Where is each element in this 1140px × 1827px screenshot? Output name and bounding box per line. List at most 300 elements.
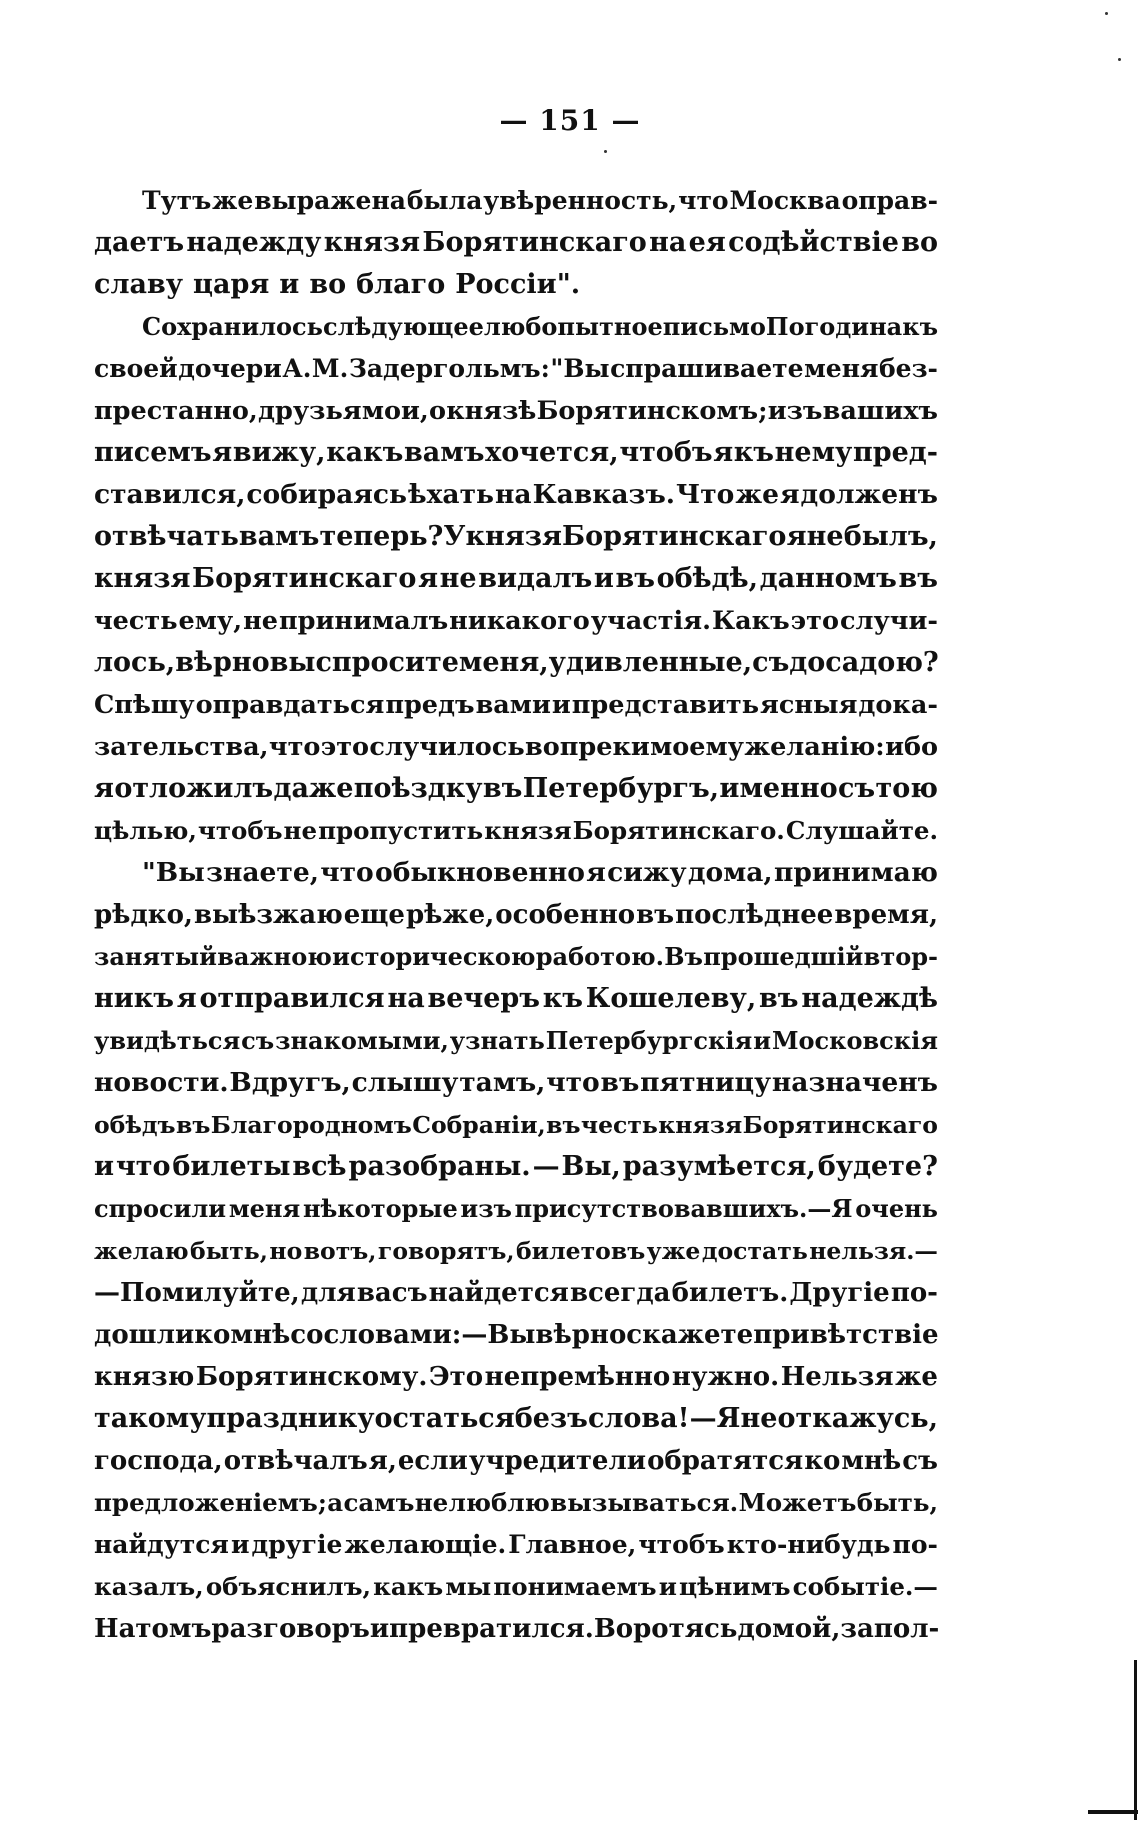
word: рѣдко, [94,900,193,930]
word: съ [837,773,876,804]
word: предъ [385,690,475,720]
word: новости. [94,1067,229,1098]
word: такому [94,1403,207,1434]
word: на [494,479,532,510]
word: тамъ, [459,1067,546,1098]
body-text [94,180,938,1650]
word: и [94,1151,115,1182]
word: желаю [94,1237,189,1265]
word: чтобъ [197,816,283,845]
word: представить [571,690,760,720]
word: Это [428,1362,484,1392]
word: князя [658,1111,743,1139]
word: разговоръ [211,1614,370,1644]
word: обѣдъ [94,1111,176,1139]
word: оправдаться [195,690,385,720]
word: дошли [94,1320,195,1350]
word: спросите [315,647,459,678]
word: вотъ, [303,1237,377,1265]
word: ему, [178,606,243,636]
word: Благородномъ [210,1111,412,1139]
text-line [94,1020,938,1062]
word: изъ [460,1194,512,1223]
word: поѣздку [353,773,483,804]
text-line [94,1608,938,1650]
word: на [387,983,425,1014]
text-line [94,1398,938,1440]
word: историческою [332,942,536,971]
word: я [779,479,800,510]
text-line [94,558,938,600]
word: никакого [449,606,590,636]
word: какъ [373,1572,444,1601]
word: говорятъ, [377,1237,515,1265]
word: домой, [737,1614,841,1644]
word: без- [878,354,938,383]
word: я [212,437,233,468]
word: учредители [468,1446,647,1476]
word: Борятинскаго [422,227,647,258]
word: казалъ, [94,1572,204,1601]
text-line [94,222,938,264]
word: празднику [206,1403,375,1434]
word: разумѣется, [622,1151,816,1182]
word: желающіе. [344,1530,507,1559]
word: превратился. [389,1614,594,1644]
word: работою. [535,942,664,971]
word: На [94,1614,136,1644]
word: нужно. [671,1362,780,1392]
word: увидѣться [94,1026,241,1055]
word: дочери [178,354,282,383]
text-line [94,390,938,432]
word: время, [834,900,938,930]
word: въ [175,1111,211,1139]
word: вы [269,647,316,678]
word: словами:—Вы [323,1320,536,1350]
word: всегда [569,1278,671,1308]
word: отправился [199,983,385,1014]
text-line [94,726,938,768]
word: Главное, [508,1530,637,1559]
word: для [300,1278,356,1308]
word: слышу [351,1067,459,1098]
word: къ [542,983,583,1014]
word: спрашиваете [610,354,804,383]
word: господа, [94,1446,223,1476]
word: зательства, [94,732,269,762]
word: кто-нибудь [726,1530,891,1559]
word: привѣтствіе [753,1320,939,1350]
word: и [753,1026,771,1055]
word: князю [94,1362,195,1392]
word: цѣлью, [94,816,197,845]
word: я [786,521,807,552]
word: У [443,521,466,552]
page-edge-rule [1134,1660,1137,1820]
word: князя [465,521,562,552]
page-corner-rule [1088,1810,1138,1814]
word: былъ, [843,521,938,552]
word: какъ [326,437,404,468]
word: Россіи". [455,269,581,300]
word: о [428,396,446,426]
word: я [586,857,606,888]
word: во [309,269,347,300]
word: въ [898,563,938,594]
word: Москва [729,186,841,215]
word: Сохранилось [142,312,323,341]
word: обыкновенно [375,857,585,888]
word: слова! [587,1403,690,1434]
text-line [94,978,938,1020]
word: предложеніемъ; [94,1488,327,1517]
word: Борятинскаго [742,1111,938,1139]
word: отвѣчать [94,521,239,552]
word: съ [241,1026,275,1055]
word: достать [701,1237,808,1265]
word: отвѣчалъ [223,1446,368,1476]
word: быть, [190,1237,268,1265]
word: желанію: [744,732,885,762]
word: пол- [873,1614,940,1644]
word: Борятинскаго. [572,816,785,845]
word: я [176,983,197,1014]
word: вижу, [232,437,326,468]
word: оправ- [841,186,938,215]
word: ко [194,1320,231,1350]
text-line [94,1314,938,1356]
word: прошедшій [703,942,864,971]
word: узнать [449,1026,545,1055]
text-line [94,1482,938,1524]
word: по- [892,1530,938,1559]
word: дома, [687,857,773,888]
word: пропустить [318,816,484,845]
word: А. [282,354,312,383]
word: Собраніи, [412,1111,546,1139]
word: присутствовавшихъ.—Я [514,1194,853,1223]
word: Спѣшу [94,690,195,720]
word: въ [482,773,523,804]
text-line [94,1566,938,1608]
word: Нельзя [780,1362,894,1392]
word: же [895,1362,938,1392]
word: самъ [343,1488,415,1517]
word: Петербургскія [545,1026,753,1055]
word: "Вы [142,857,205,888]
word: вамъ [238,521,320,552]
word: Борятинскаго [192,563,417,594]
word: Тутъ [142,186,212,215]
word: князя [484,816,572,845]
word: съ [902,1446,938,1476]
word: не [806,521,844,552]
word: очень [855,1194,938,1223]
word: меня [804,354,879,383]
word: найдутся [94,1530,229,1559]
text-line [94,516,938,558]
word: Что [676,479,735,510]
word: обратятся [647,1446,804,1476]
word: участія. [590,606,711,636]
word: никъ [94,983,174,1014]
word: откажусь, [777,1403,938,1434]
word: обѣдѣ, [656,563,759,594]
word: Погодина [765,312,903,341]
word: дока- [858,690,938,720]
word: сижу [607,857,687,888]
word: Можетъ [738,1488,857,1517]
word: даже [273,773,354,804]
word: еще [343,900,405,930]
text-line [94,894,938,936]
word: даетъ [94,227,185,258]
word: уже [646,1237,701,1265]
word: непремѣнно [484,1362,671,1392]
word: но [269,1237,303,1265]
word: я [418,563,439,594]
word: быть, [856,1488,938,1517]
word: — [532,1151,560,1182]
word: ея [688,227,726,258]
word: надежду [186,227,322,258]
word: васъ [356,1278,428,1308]
word: же [212,186,254,215]
word: не [414,1488,449,1517]
word: Въ [664,942,703,971]
word: М. [311,354,349,383]
word: престанно, [94,396,258,426]
word: хочется, [485,437,619,468]
word: долженъ [800,479,938,510]
word: ставился, [94,479,246,510]
word: билеты [172,1151,291,1182]
word: слѣдующее [322,312,484,341]
word: на [649,227,687,258]
word: Борятинскомъ; [536,396,768,426]
word: я, [368,1446,397,1476]
word: знакомыми, [275,1026,449,1055]
word: ѣхать [407,479,494,510]
word: ясныя [760,690,858,720]
word: не [439,563,477,594]
text-line [94,432,938,474]
word: Воротясь [593,1614,738,1644]
word: вызываться. [550,1488,739,1517]
word: Борятинскаго [562,521,787,552]
word: принималъ [278,606,449,636]
word: а [327,1488,344,1517]
word: назначенъ [771,1067,938,1098]
scan-speck [604,150,607,153]
page-number: — 151 — [499,104,641,137]
word: видалъ [478,563,593,594]
word: "Вы [550,354,610,383]
word: князѣ [446,396,537,426]
word: по- [890,1278,938,1308]
word: рѣже, [405,900,495,930]
text-line [94,1062,938,1104]
word: писемъ [94,437,212,468]
word: принимаю [773,857,938,888]
word: скажете [626,1320,754,1350]
text-line [94,348,938,390]
text-line [94,1272,938,1314]
word: другіе [251,1530,343,1559]
word: любопытное [483,312,663,341]
text-line [94,852,938,894]
word: Какъ [711,606,790,636]
word: славу [94,269,184,300]
word: вѣрно [535,1320,627,1350]
word: благо [356,269,446,300]
word: ибо [885,732,938,762]
text-line [94,180,938,222]
word: нему [774,437,853,468]
word: къ [733,437,774,468]
word: своей [94,354,178,383]
text-line [94,768,938,810]
text-line [94,810,938,852]
word: цѣнимъ [679,1572,791,1601]
text-line [94,642,938,684]
word: томъ [135,1614,212,1644]
word: я [94,773,114,804]
word: вамъ [404,437,485,468]
word: безъ [514,1403,588,1434]
word: была [406,186,483,215]
word: Слушайте. [785,816,938,845]
word: царя [193,269,270,300]
word: пятницу [640,1067,772,1098]
word: мы [445,1572,492,1601]
word: Вы, [561,1151,621,1182]
word: въ [636,900,675,930]
word: Я [716,1403,741,1434]
word: мнѣ [841,1446,902,1476]
word: теперь? [319,521,444,552]
word: друзья [258,396,362,426]
word: случи- [839,606,938,636]
word: въ [759,983,799,1014]
word: меня, [458,647,549,678]
word: во [901,227,938,258]
text-line [94,1356,938,1398]
word: чтобъ [638,1530,725,1559]
text-line [94,1524,938,1566]
word: билетовъ [516,1237,646,1265]
word: — [689,1403,717,1434]
word: что [268,732,321,762]
word: будете? [817,1151,938,1182]
word: тою [875,773,938,804]
word: именно [719,773,838,804]
word: увѣренность, [483,186,678,215]
word: Другіе [789,1278,890,1308]
word: моему [650,732,744,762]
word: остаться [374,1403,515,1434]
text-line [94,684,938,726]
word: выѣзжаю [193,900,343,930]
word: письмо [662,312,766,341]
word: князя [323,227,421,258]
word: князя [94,563,191,594]
word: къ [902,312,938,341]
word: разобраны. [348,1151,531,1182]
text-line [94,1230,938,1272]
word: занятый [94,942,217,971]
word: знаете, [206,857,319,888]
word: и [230,1530,250,1559]
word: удивленные, [548,647,753,678]
text-line [94,1188,938,1230]
word: изъ [767,396,823,426]
word: Вдругъ, [229,1067,351,1098]
word: вѣрно [175,647,270,678]
word: это [790,606,839,636]
word: содѣйствіе [728,227,899,258]
scan-speck [1105,12,1108,15]
word: важною [217,942,332,971]
word: и [369,1614,390,1644]
word: случилось [369,732,525,762]
word: понимаемъ [493,1572,657,1601]
word: честь [94,606,178,636]
word: и [279,269,300,300]
word: съ [752,647,790,678]
word: вашихъ [822,396,938,426]
word: не [283,816,318,845]
word: досадою? [789,647,939,678]
text-line [94,1146,938,1188]
word: пред- [852,437,938,468]
word: данномъ [759,563,897,594]
scan-speck [1118,58,1121,61]
word: за [840,1614,874,1644]
word: ко [804,1446,841,1476]
word: меня [228,1194,301,1223]
word: же [735,479,779,510]
word: не [243,606,278,636]
word: Кошелеву, [585,983,757,1014]
word: Петербургъ, [522,773,720,804]
word: со [290,1320,324,1350]
word: вечеръ [427,983,540,1014]
word: и [551,690,571,720]
word: мои, [361,396,429,426]
word: событіе.— [792,1572,938,1601]
word: отложилъ [114,773,274,804]
word: надеждѣ [801,983,938,1014]
word: что [678,186,729,215]
text-line [94,474,938,516]
text-line [94,600,938,642]
word: въ [615,563,656,594]
word: Задергольмъ: [348,354,550,383]
word: люблю [448,1488,550,1517]
word: собираясь [246,479,407,510]
word: что [546,1067,600,1098]
word: нѣкоторые [302,1194,458,1223]
word: вопреки [525,732,650,762]
word: и [593,563,614,594]
text-line [94,306,938,348]
word: это [320,732,370,762]
word: втор- [863,942,938,971]
word: Кавказъ. [532,479,676,510]
word: спросили [94,1194,227,1223]
